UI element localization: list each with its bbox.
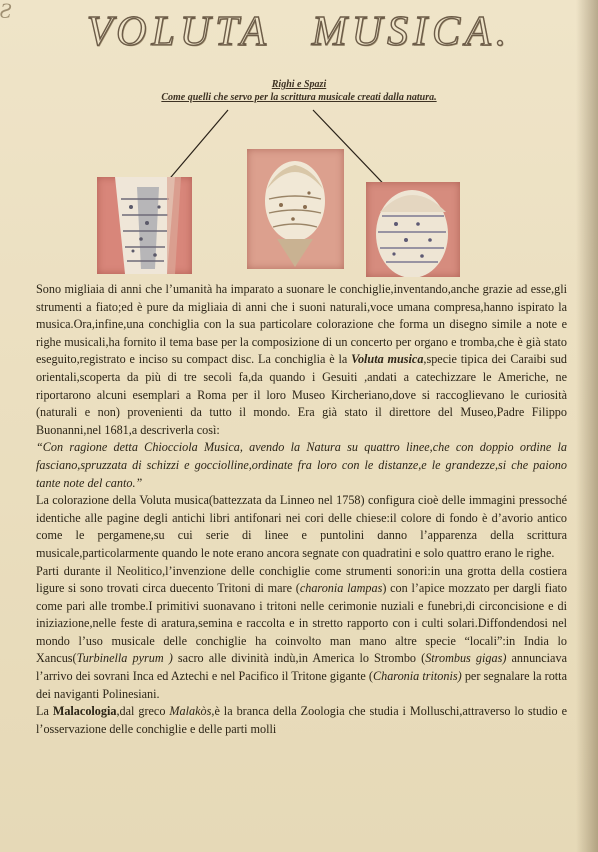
species-name-bold: Voluta musica	[351, 352, 424, 367]
paragraph-text: Parti durante il Neolitico,l’invenzione delle conchiglie come strumenti sonori:in una grotta della costiera ligure si sono trovati circa duecento Tritoni di mare (	[36, 563, 567, 596]
paragraph-text: sacro alle divinità indù,in America lo Strombo (	[172, 651, 426, 666]
paragraph-text: ) con l’apice mozzato per dargli fiato come pari alle trombe.I primitivi suonavano i tritoni nelle cerimonie nuziali e funebri,di circoncisione e di iniziazione,nelle feste di aratura,semina e raccolta e in stretto rapporto con i culti solari.Diffondendosi nel mondo l’uso musicale delle conchiglie ha coinvolto man mano altre specie “locali”:in India lo Xancus(	[36, 581, 567, 666]
paragraph-coloration: La colorazione della Voluta musica(battezzata da Linneo nel 1758) configura cioè delle immagini pressoché identiche alle pagine degli antichi libri antifonari nei cori delle chiese:il colore di fondo è d’avorio antico come le pergamene,su cui serie di linee e puntolini danno l’apparenza della scrittura musicale,particolarmente quando le note erano ancora segnate con quadratini e solo quattro erano le righe.	[36, 493, 567, 560]
buonanni-quote: “Con ragione detta Chiocciola Musica, avendo la Natura su quattro linee,che con doppio ordine la fasciano,spruzzata di schizzi e gocciolline,ordinate fra loro con le distanze,e le grandezze,si che paiono tante note del canto.”	[36, 440, 567, 490]
shell-detail-left-photo	[97, 177, 192, 274]
paragraph-text: annunciava l’arrivo dei sovrani Inca ed Aztechi e nel Pacifico il Tritone gigante (	[36, 651, 567, 684]
species-name-italic: Turbinella pyrum )	[76, 651, 173, 666]
shell-detail-right-photo	[366, 182, 460, 277]
paragraph-text: La	[36, 704, 53, 719]
species-name-italic: charonia lampas	[299, 581, 383, 596]
term-bold: Malacologia	[52, 704, 117, 719]
corner-ornament: Ƨ	[0, 0, 11, 23]
page-title: VOLUTA MUSICA.	[86, 9, 512, 55]
paragraph-text: ,è la branca della Zoologia che studia i Molluschi,attraverso lo studio e l’osservazione delle conchiglie e delle parti molli	[36, 704, 568, 736]
paragraph-text: ,specie tipica dei Caraibi sud orientali,scoperta da più di tre secoli fa,da quando i Gesuiti ,andati a catechizzare le Americhe, ne riportarono alcuni esemplari a Roma per il loro Museo Kircheriano,dove si raccoglievano le curiosità (naturali e non) provenienti da tutto il mondo. Era già stato il direttore del Museo,Padre Filippo Buonanni,nel 1681,a descriverla così:	[36, 352, 568, 437]
paragraph-intro	[36, 281, 567, 439]
subtitle-heading: Righi e Spazi	[271, 79, 327, 90]
article-body	[36, 281, 567, 738]
species-name-italic: Charonia tritonis)	[372, 669, 462, 684]
term-italic: Malakòs	[169, 704, 212, 719]
paragraph-text: ,dal greco	[116, 704, 170, 719]
paragraph-text: per segnalare la rotta dei naviganti Polinesiani.	[36, 669, 567, 701]
paragraph-text: Sono migliaia di anni che l’umanità ha imparato a suonare le conchiglie,inventando,anche grazie ad esse,gli strumenti a fiato;ed è pure da migliaia di anni che i suoni naturali,voce umana compresa,hanno ispirato la musica.Ora,infine,una conchiglia con la sua particolare colorazione che forma un disegno simile a note e righe musicali,ha fornito il tema base per la composizione di un concerto per organo e tromba,che è già stato eseguito,registrato e inciso su compact disc. La conchiglia è la	[36, 282, 567, 367]
panel-edge-shadow	[576, 0, 598, 852]
shell-whole-photo	[247, 149, 344, 269]
species-name-italic: Strombus gigas)	[425, 651, 507, 666]
paragraph-malacology	[36, 703, 567, 738]
paragraph-history	[36, 563, 567, 704]
subtitle-caption: Come quelli che servo per la scrittura musicale creati dalla natura.	[161, 92, 437, 103]
